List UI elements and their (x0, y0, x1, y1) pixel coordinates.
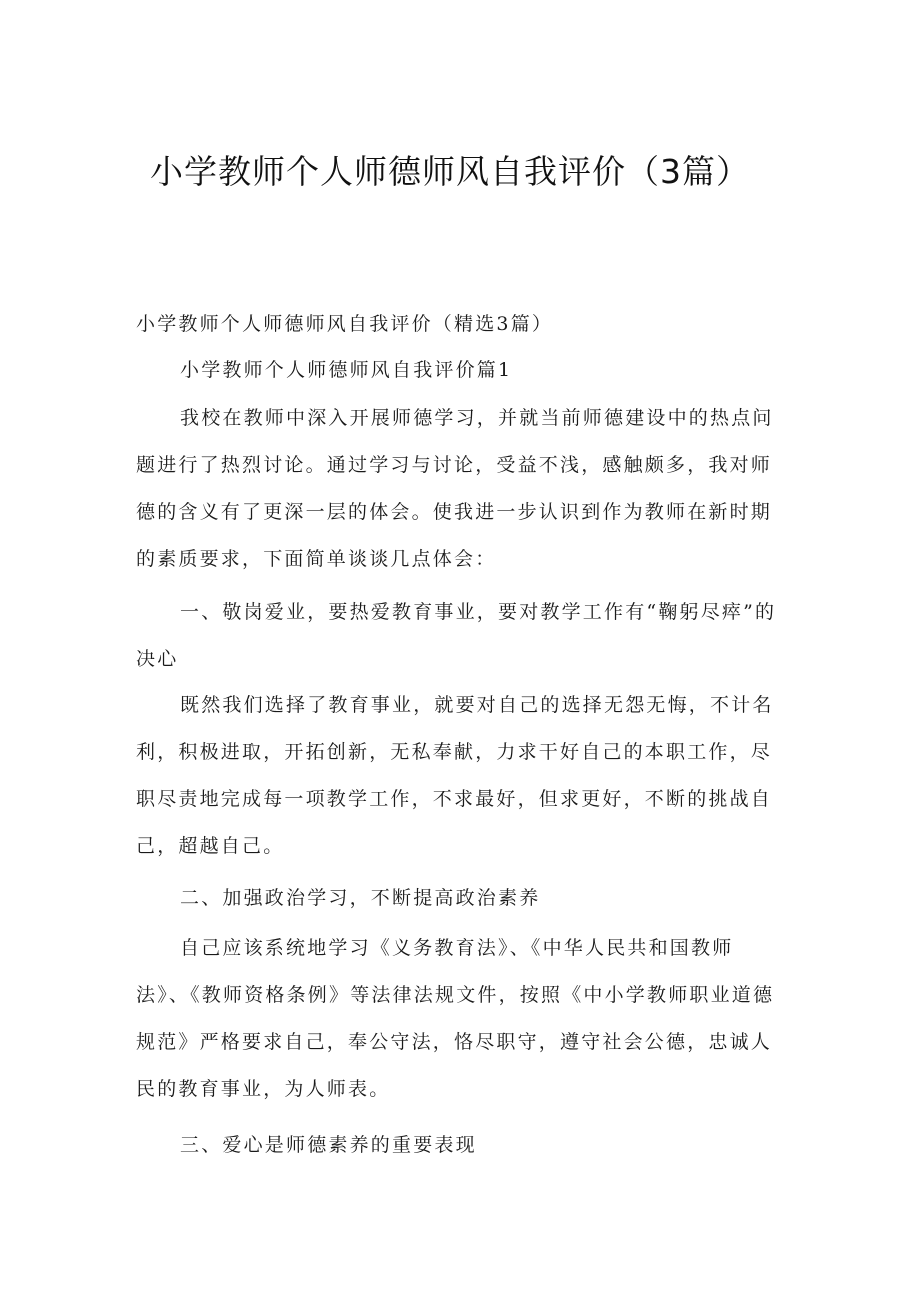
body-paragraph-intro: 我校在教师中深入开展师德学习，并就当前师德建设中的热点问题进行了热烈讨论。通过学习与讨论，受益不浅，感触颇多，我对师德的含义有了更深一层的体会。使我进一步认识到作为教师在新时期的素质要求，下面简单谈谈几点体会： (136, 407, 774, 570)
body-paragraph-point-2: 自己应该系统地学习《义务教育法》、《中华人民共和国教师法》、《教师资格条例》等法律法规文件，按照《中小学教师职业道德规范》严格要求自己，奉公守法，恪尽职守，遵守社会公德，忠诚人民的教育事业，为人师表。 (136, 937, 775, 1100)
point-heading-2: 二、加强政治学习，不断提高政治素养 (180, 887, 541, 909)
document-title: 小学教师个人师德师风自我评价（3篇） (150, 152, 750, 191)
body-paragraph-point-1: 既然我们选择了教育事业，就要对自己的选择无怨无悔，不计名利，积极进取，开拓创新，无私奉献，力求干好自己的本职工作，尽职尽责地完成每一项教学工作，不求最好，但求更好，不断的挑战自己，超越自己。 (136, 694, 774, 857)
point-heading-3: 三、爱心是师德素养的重要表现 (180, 1134, 477, 1156)
document-subtitle: 小学教师个人师德师风自我评价（精选3篇） (136, 313, 554, 335)
section-heading-part-1: 小学教师个人师德师风自我评价篇1 (180, 359, 513, 381)
point-heading-1: 一、敬岗爱业，要热爱教育事业，要对教学工作有“鞠躬尽瘁”的决心 (136, 601, 777, 670)
